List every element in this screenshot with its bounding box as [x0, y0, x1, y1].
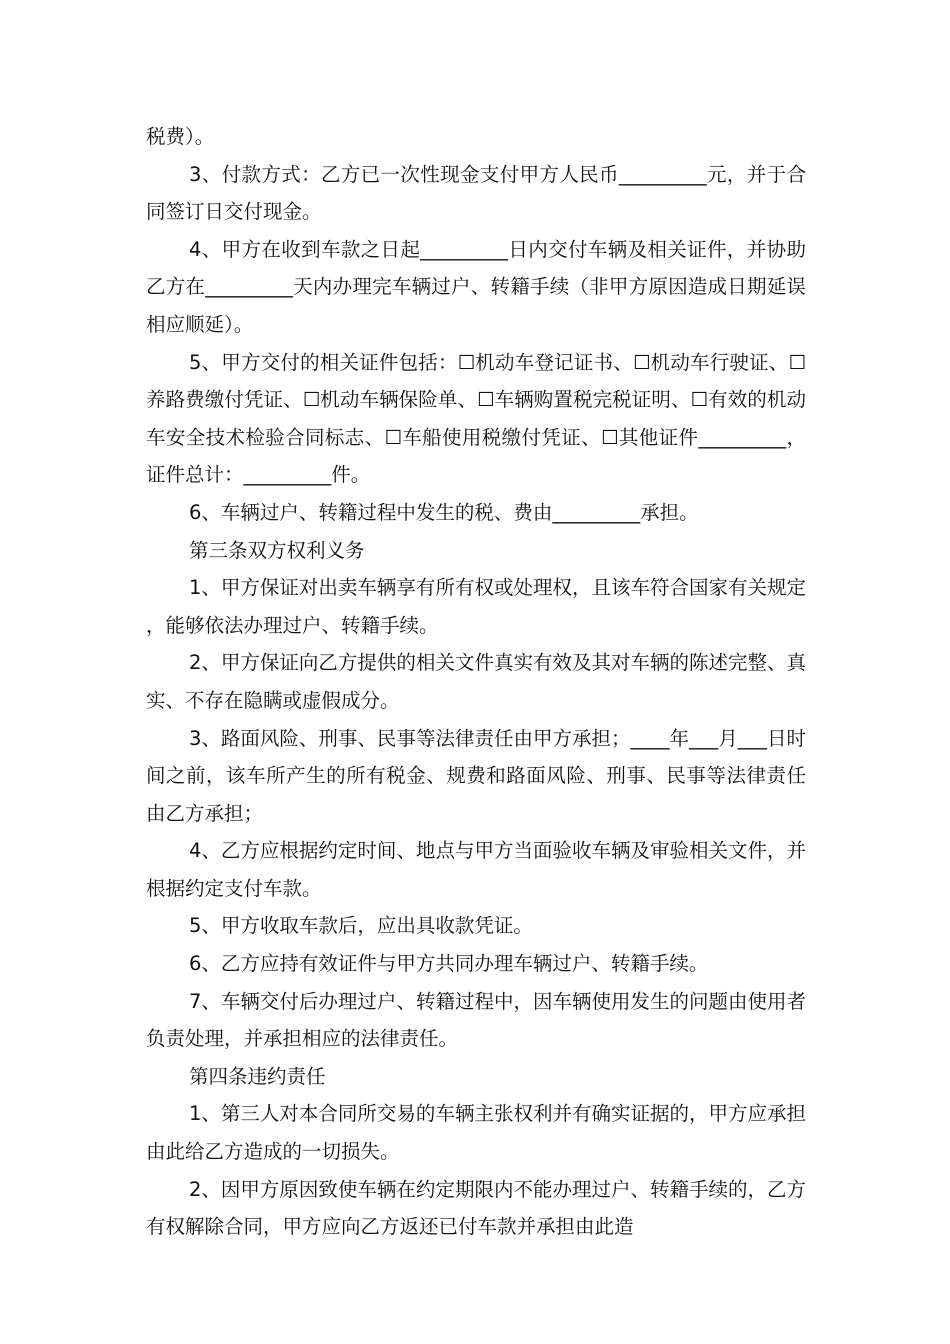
paragraph-document-authenticity: 2、甲方保证向乙方提供的相关文件真实有效及其对车辆的陈述完整、真实、不存在隐瞒或虚假成分。 — [146, 651, 806, 712]
paragraph-post-delivery-issues: 7、车辆交付后办理过户、转籍过程中，因车辆使用发生的问题由使用者负责处理，并承担相应的法律责任。 — [146, 989, 806, 1051]
paragraph-third-party-claim: 1、第三人对本合同所交易的车辆主张权利并有确实证据的，甲方应承担由此给乙方造成的一切损失。 — [146, 1102, 806, 1164]
paragraph-liability-date: 3、路面风险、刑事、民事等法律责任由甲方承担；____年___月___日时间之前，该车所产生的所有税金、规费和路面风险、刑事、民事等法律责任由乙方承担； — [146, 726, 806, 825]
section-heading-liability-breach: 第四条违约责任 — [189, 1064, 326, 1088]
paragraph-tax-end: 税费）。 — [146, 125, 215, 148]
document-page — [146, 118, 806, 1246]
paragraph-transfer-failure: 2、因甲方原因致使车辆在约定期限内不能办理过户、转籍手续的，乙方有权解除合同，甲方应向乙方返还已付车款并承担由此造 — [146, 1177, 806, 1239]
paragraph-documents-list: 5、甲方交付的相关证件包括：☐机动车登记证书、☐机动车行驶证、☐养路费缴付凭证、☐机动车辆保险单、☐车辆购置税完税证明、☐有效的机动车安全技术检验合同标志、☐车船使用税缴付凭证、☐其他证件_________，证件总计：_________件。 — [146, 350, 806, 487]
paragraph-inspection: 4、乙方应根据约定时间、地点与甲方当面验收车辆及审验相关文件，并根据约定支付车款。 — [146, 839, 806, 900]
paragraph-transfer-fees: 6、车辆过户、转籍过程中发生的税、费由_________承担。 — [189, 500, 699, 524]
paragraph-ownership-guarantee: 1、甲方保证对出卖车辆享有所有权或处理权，且该车符合国家有关规定，能够依法办理过户、转籍手续。 — [146, 576, 806, 637]
paragraph-delivery-time: 4、甲方在收到车款之日起_________日内交付车辆及相关证件，并协助乙方在_________天内办理完车辆过户、转籍手续（非甲方原因造成日期延误相应顺延）。 — [146, 237, 806, 336]
paragraph-payment-method: 3、付款方式：乙方已一次性现金支付甲方人民币_________元，并于合同签订日交付现金。 — [146, 162, 806, 224]
paragraph-joint-transfer: 6、乙方应持有效证件与甲方共同办理车辆过户、转籍手续。 — [189, 952, 709, 976]
paragraph-receipt: 5、甲方收取车款后，应出具收款凭证。 — [189, 914, 533, 938]
section-heading-rights-obligations: 第三条双方权利义务 — [189, 538, 365, 562]
